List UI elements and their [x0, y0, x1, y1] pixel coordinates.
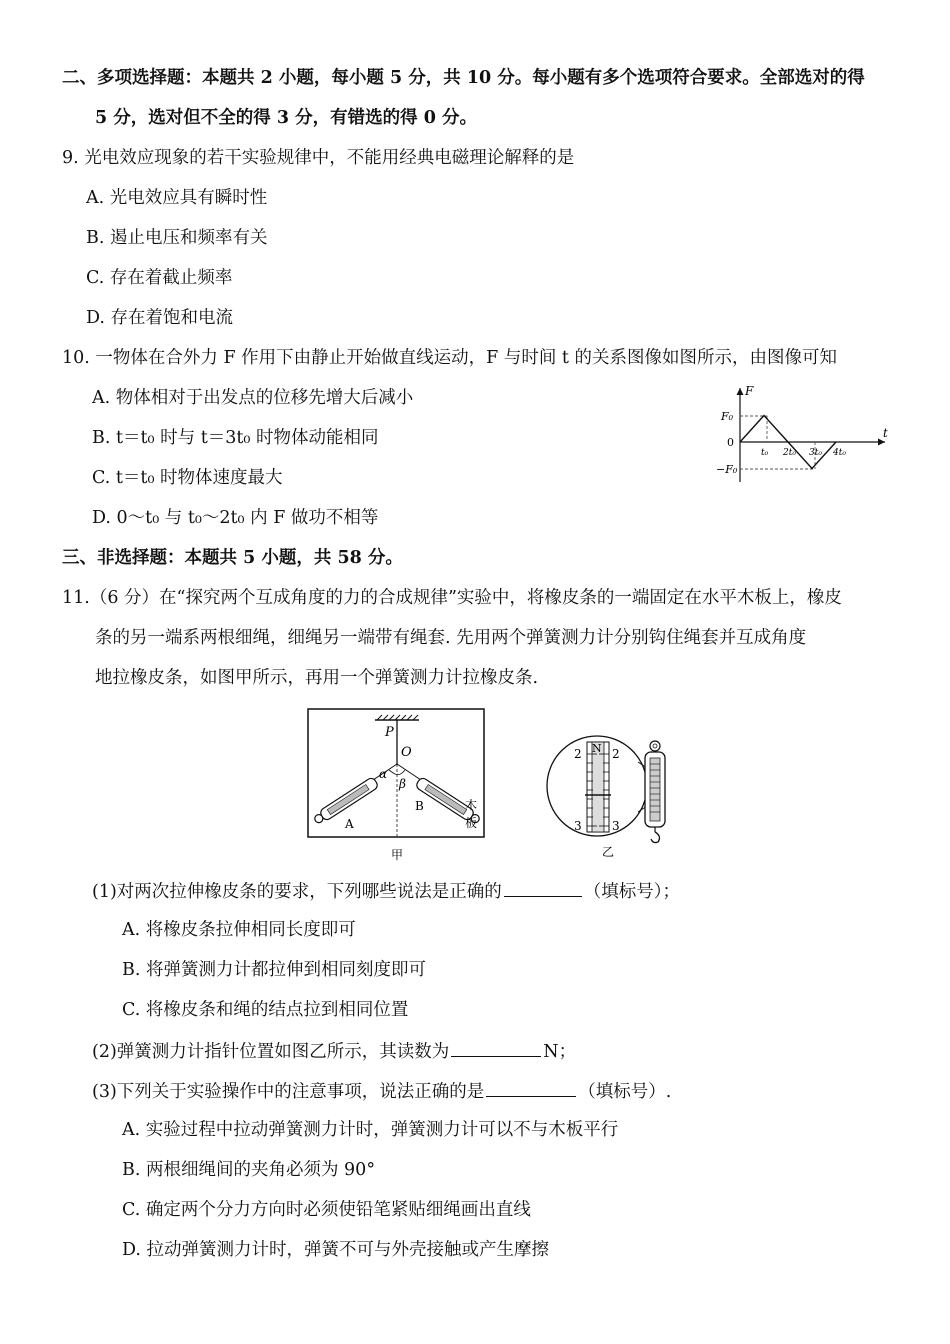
q11-sub2 [92, 1038, 576, 1064]
q11-stem-line2: 条的另一端系两根细绳，细绳另一端带有绳套. 先用两个弹簧测力计分别钩住绳套并互成角度 [95, 628, 807, 648]
x-tick-2t0: 2t₀ [783, 448, 796, 458]
label-board-2: 板 [465, 816, 478, 830]
x-tick-3t0: 3t₀ [809, 448, 822, 458]
q9-option-d: D. 存在着饱和电流 [86, 308, 234, 328]
x-tick-t0: t₀ [761, 448, 769, 458]
q11-sub3-option-d: D. 拉动弹簧测力计时，弹簧不可与外壳接触或产生摩擦 [122, 1240, 550, 1260]
caption-jia: 甲 [391, 848, 404, 862]
q11-sub1-option-b: B. 将弹簧测力计都拉伸到相同刻度即可 [122, 960, 426, 980]
q11-sub2-prefix: (2)弹簧测力计指针位置如图乙所示，其读数为 [92, 1042, 450, 1062]
q11-sub1 [92, 878, 680, 904]
q11-sub3-suffix: （填标号）. [578, 1082, 672, 1102]
label-beta: β [399, 777, 406, 791]
caption-yi: 乙 [602, 845, 615, 859]
q11-sub1-suffix: （填标号）； [583, 882, 681, 902]
q11-sub1-option-a: A. 将橡皮条拉伸相同长度即可 [122, 920, 356, 940]
q9-option-a: A. 光电效应具有瞬时性 [86, 188, 268, 208]
label-o: O [401, 745, 412, 760]
q11-stem-line3: 地拉橡皮条，如图甲所示，再用一个弹簧测力计拉橡皮条. [95, 668, 539, 688]
q11-stem-line1: 11.（6 分）在“探究两个互成角度的力的合成规律”实验中，将橡皮条的一端固定在水平木板上，橡皮 [62, 588, 842, 608]
section2-header-line1: 二、多项选择题：本题共 2 小题，每小题 5 分，共 10 分。每小题有多个选项符合要求。全部选对的得 [62, 68, 865, 88]
x-axis-label: t [883, 426, 888, 440]
label-b: B [415, 799, 424, 813]
q11-sub3-answer-blank[interactable] [486, 1078, 576, 1097]
q11-sub3 [92, 1078, 671, 1104]
label-n: N [592, 742, 602, 755]
y-tick-neg-f0: −F₀ [716, 463, 738, 476]
q11-sub2-answer-blank[interactable] [451, 1038, 541, 1057]
label-board-1: 木 [465, 798, 478, 812]
y-tick-f0: F₀ [721, 410, 734, 423]
section3-header: 三、非选择题：本题共 5 小题，共 58 分。 [62, 548, 403, 568]
label-a: A [345, 817, 354, 831]
q10-option-d: D. 0～t₀ 与 t₀～2t₀ 内 F 做功不相等 [92, 508, 379, 528]
q10-option-a: A. 物体相对于出发点的位移先增大后减小 [92, 388, 414, 408]
label-alpha: α [379, 767, 388, 781]
tick-3-left: 3 [574, 819, 582, 833]
q10-option-b: B. t＝t₀ 时与 t＝3t₀ 时物体动能相同 [92, 428, 379, 448]
figure-jia-experiment [305, 706, 487, 864]
q9-option-b: B. 遏止电压和频率有关 [86, 228, 268, 248]
q9-option-c: C. 存在着截止频率 [86, 268, 233, 288]
tick-3-right: 3 [612, 819, 620, 833]
spring-scale-vertical [645, 741, 665, 843]
tick-2-left: 2 [574, 747, 582, 761]
q11-sub3-option-c: C. 确定两个分力方向时必须使铅笔紧贴细绳画出直线 [122, 1200, 531, 1220]
q11-sub3-option-b: B. 两根细绳间的夹角必须为 90° [122, 1160, 376, 1180]
q10-stem: 10. 一物体在合外力 F 作用下由静止开始做直线运动，F 与时间 t 的关系图像如图所示，由图像可知 [62, 348, 838, 368]
q10-option-c: C. t＝t₀ 时物体速度最大 [92, 468, 283, 488]
angle-beta-arc [397, 770, 405, 775]
y-tick-zero: 0 [727, 436, 734, 449]
figure-yi-scale-reading [540, 732, 690, 864]
q11-sub1-prefix: (1)对两次拉伸橡皮条的要求，下列哪些说法是正确的 [92, 882, 502, 902]
q10-force-time-graph [715, 382, 895, 487]
q11-sub3-option-a: A. 实验过程中拉动弹簧测力计时，弹簧测力计可以不与木板平行 [122, 1120, 619, 1140]
label-p: P [385, 725, 394, 740]
wooden-board [308, 709, 484, 837]
x-tick-4t0: 4t₀ [833, 448, 846, 458]
q11-sub1-option-c: C. 将橡皮条和绳的结点拉到相同位置 [122, 1000, 409, 1020]
magnified-scale [592, 742, 604, 832]
q11-sub1-answer-blank[interactable] [504, 878, 582, 897]
tick-2-right: 2 [612, 747, 620, 761]
section2-header-line2: 5 分，选对但不全的得 3 分，有错选的得 0 分。 [95, 108, 477, 128]
q11-sub3-prefix: (3)下列关于实验操作中的注意事项，说法正确的是 [92, 1082, 485, 1102]
angle-alpha-arc [389, 770, 397, 775]
y-axis-label: F [745, 384, 754, 398]
q11-sub2-suffix: N； [543, 1042, 577, 1062]
q9-stem: 9. 光电效应现象的若干实验规律中，不能用经典电磁理论解释的是 [62, 148, 575, 168]
